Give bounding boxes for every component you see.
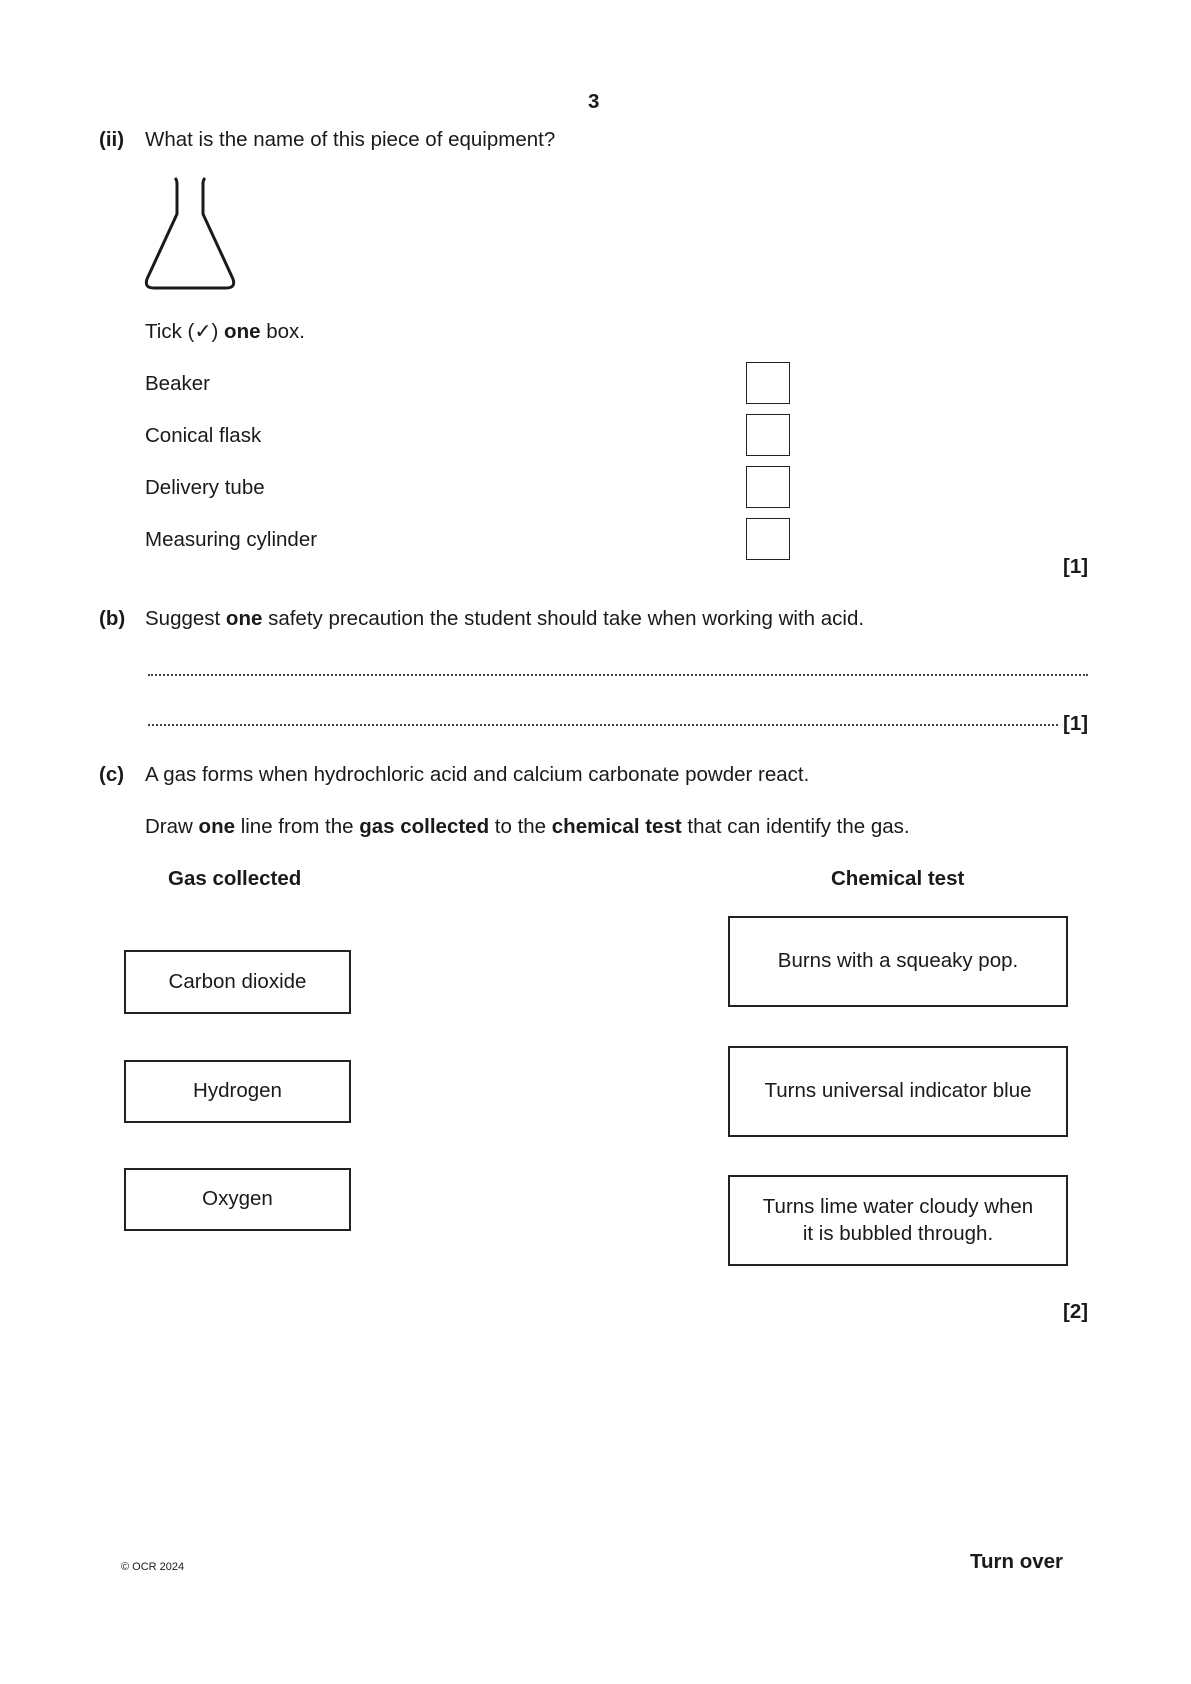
part-c-marks: [2] [1063,1300,1089,1323]
part-c-statement: A gas forms when hydrochloric acid and calcium carbonate powder react. [145,763,810,786]
test-box-universal-indicator[interactable]: Turns universal indicator blue [728,1046,1068,1137]
part-b-label: (b) [99,607,126,630]
conical-flask-icon [140,174,240,292]
option-label-delivery-tube: Delivery tube [145,476,265,499]
gas-collected-header: Gas collected [168,867,302,890]
answer-line-1[interactable] [148,674,1088,676]
gas-box-oxygen[interactable]: Oxygen [124,1168,351,1231]
answer-line-2[interactable] [148,724,1058,726]
gas-box-hydrogen[interactable]: Hydrogen [124,1060,351,1123]
part-ii-question: What is the name of this piece of equipment? [145,128,556,151]
checkbox-measuring-cylinder[interactable] [746,518,790,560]
page-number: 3 [588,90,600,113]
part-b-question: Suggest one safety precaution the student should take when working with acid. [145,607,865,630]
part-c-label: (c) [99,763,125,786]
part-ii-marks: [1] [1063,555,1089,578]
test-box-squeaky-pop[interactable]: Burns with a squeaky pop. [728,916,1068,1007]
turn-over: Turn over [970,1550,1064,1573]
checkbox-beaker[interactable] [746,362,790,404]
checkbox-delivery-tube[interactable] [746,466,790,508]
chemical-test-header: Chemical test [831,867,965,890]
option-label-beaker: Beaker [145,372,210,395]
part-b-marks: [1] [1063,712,1089,735]
option-label-conical-flask: Conical flask [145,424,262,447]
tick-instruction: Tick (✓) one box. [145,320,305,343]
test-box-lime-water[interactable]: Turns lime water cloudy when it is bubbled through. [728,1175,1068,1266]
option-label-measuring-cylinder: Measuring cylinder [145,528,318,551]
part-c-instruction: Draw one line from the gas collected to the chemical test that can identify the gas. [145,815,910,838]
part-ii-label: (ii) [99,128,125,151]
checkbox-conical-flask[interactable] [746,414,790,456]
copyright: © OCR 2024 [121,1561,185,1573]
gas-box-carbon-dioxide[interactable]: Carbon dioxide [124,950,351,1014]
